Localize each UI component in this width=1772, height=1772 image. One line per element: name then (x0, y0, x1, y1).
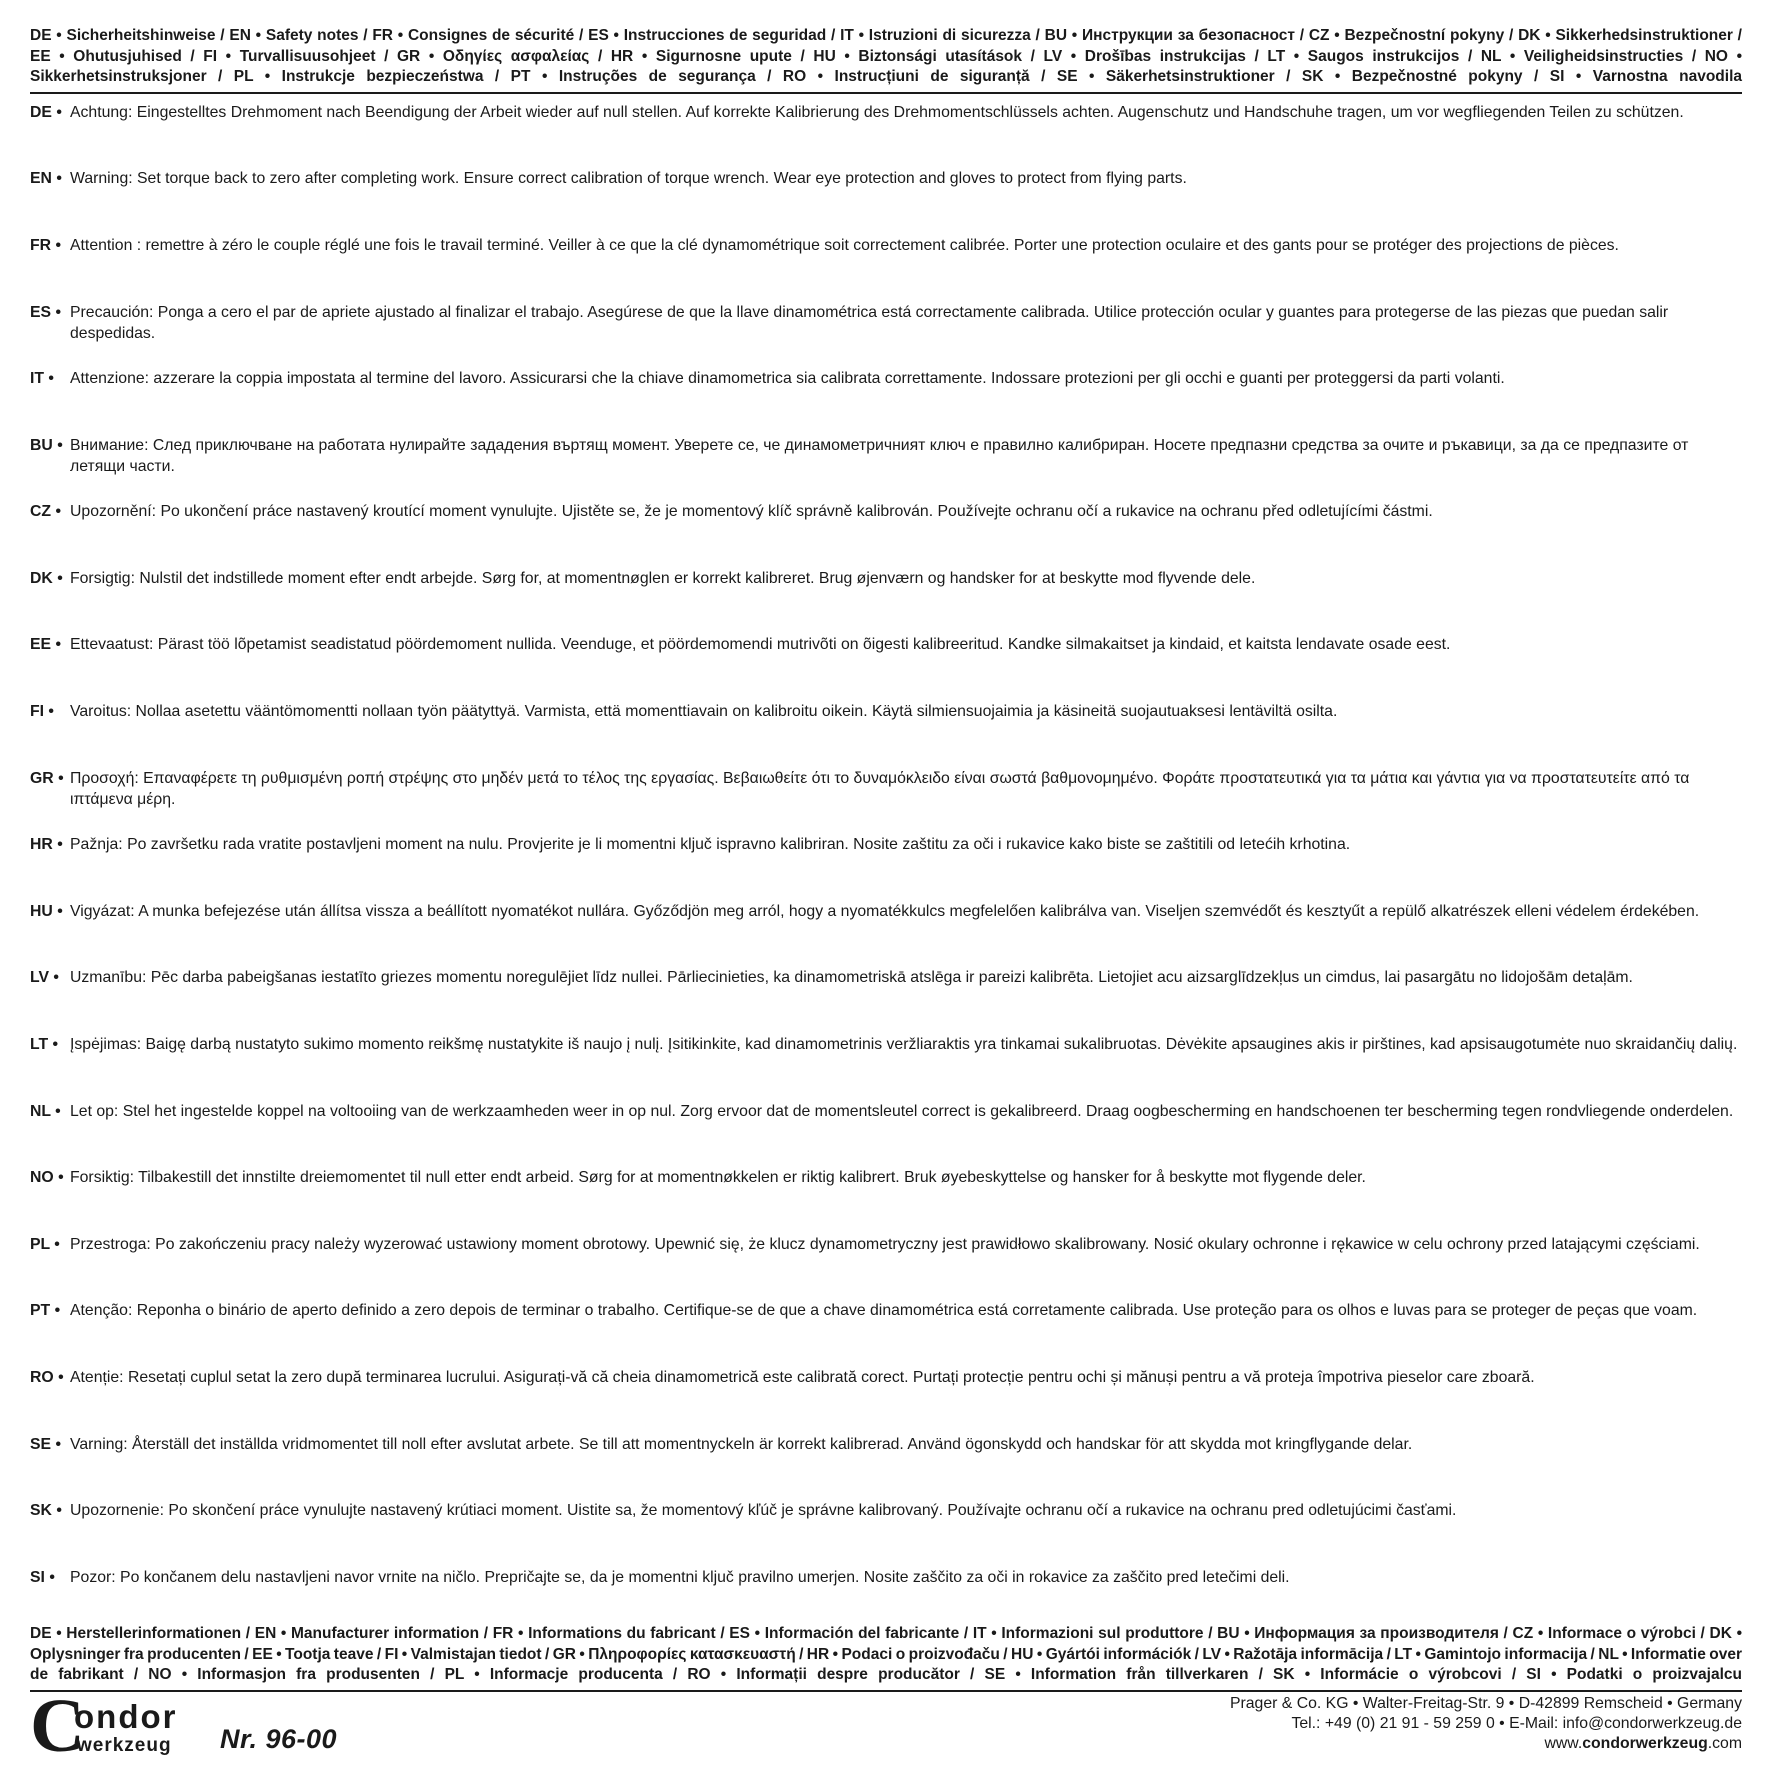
note-nl (30, 1102, 1742, 1123)
website-line (1230, 1734, 1742, 1754)
note-lv (30, 968, 1742, 989)
note-text: Uzmanību: Pēc darba pabeigšanas iestatīto griezes momentu noregulējiet līdz nullei. Pārliecinieties, ka dinamometriskā atslēga ir pareizi kalibrēta. Lietojiet acu aizsarglīdzekļus un cimdus, lai pasargātu no lidojošām detaļām. (70, 969, 1633, 986)
note-bu (30, 436, 1742, 477)
language-code: IT • (30, 370, 54, 387)
language-code: BU • (30, 437, 63, 454)
manufacturer-info-heading: DE • Herstellerinformationen / EN • Manufacturer information / FR • Informations du fabricant / ES • Información del fabricante / IT • Informazioni sul produttore / BU • Информация за производителя / CZ • Informace o výrobci / DK • Oplysninger fra producenten / EE • Tootja teave / FI • Valmistajan tiedot / GR • Πληροφορίες κατασκευαστή / HR • Podaci o proizvođaču / HU • Gyártói információk / LV • Ražotāja informācija / LT • Gamintojo informacija / NL • Informatie over de fabrikant / NO • Informasjon fra produsenten / PL • Informacje producenta / RO • Informații despre producător / SE • Information från tillverkaren / SK • Informácie o výrobcovi / SI • Podatki o proizvajalcu (30, 1624, 1742, 1692)
note-text: Let op: Stel het ingestelde koppel na voltooiing van de werkzaamheden weer in op nul. Zorg ervoor dat de momentsleutel correct is gekalibreerd. Draag oogbescherming en handschoenen ter bescherming tegen rondvliegende onderdelen. (70, 1103, 1734, 1120)
note-text: Forsigtig: Nulstil det indstillede moment efter endt arbejde. Sørg for, at momentnøglen er korrekt kalibreret. Brug øjenværn og handsker for at beskytte mod flyvende dele. (70, 570, 1256, 587)
note-text: Varoitus: Nollaa asetettu vääntömomentti nollaan työn päätyttyä. Varmista, että momenttiavain on kalibroitu oikein. Käytä silmiensuojaimia ja käsineitä suojautuaksesi lentäviltä osilta. (70, 703, 1338, 720)
website-suffix: .com (1707, 1735, 1742, 1752)
note-no (30, 1168, 1742, 1189)
model-number: Nr. 96-00 (220, 1724, 338, 1754)
address-line: Prager & Co. KG • Walter-Freitag-Str. 9 • D-42899 Remscheid • Germany (1229, 1695, 1742, 1712)
language-code: EN • (30, 170, 62, 187)
note-pl (30, 1235, 1742, 1256)
note-text: Varning: Återställ det inställda vridmomentet till noll efter avslutat arbete. Se till att momentnyckeln är korrekt kalibrerad. Använd ögonskydd och handskar för att skydda mot kringflygande delar. (70, 1436, 1413, 1453)
language-code: ES • (30, 304, 61, 321)
note-text: Attenzione: azzerare la coppia impostata al termine del lavoro. Assicurarsi che la chiave dinamometrica sia calibrata correttamente. Indossare protezioni per gli occhi e guanti per proteggersi da parti volanti. (70, 370, 1505, 387)
language-code: NL • (30, 1103, 61, 1120)
logo-letter-c: C (30, 1684, 85, 1768)
language-code: DE • (30, 104, 62, 121)
language-code: SI • (30, 1569, 55, 1586)
language-code: RO • (30, 1369, 64, 1386)
language-code: SK • (30, 1502, 62, 1519)
language-code: DK • (30, 570, 63, 587)
language-code: NO • (30, 1169, 64, 1186)
note-text: Pažnja: Po završetku rada vratite postavljeni moment na nulu. Provjerite je li momentni ključ ispravno kalibriran. Nosite zaštitu za oči i rukavice kako biste se zaštitili od letećih krhotina. (70, 836, 1351, 853)
language-code: LT • (30, 1036, 59, 1053)
note-ee (30, 635, 1742, 656)
note-it (30, 369, 1742, 390)
note-si (30, 1568, 1742, 1589)
note-hr (30, 835, 1742, 856)
note-sk (30, 1501, 1742, 1522)
language-code: HU • (30, 903, 63, 920)
note-lt (30, 1035, 1742, 1056)
note-text: Внимание: След приключване на работата нулирайте зададения въртящ момент. Уверете се, че динамометричният ключ е правилно калибриран. Носете предпазни средства за очите и ръкавици, за да се предпазите от летящи части. (70, 437, 1689, 475)
language-code: EE • (30, 636, 61, 653)
language-code: PT • (30, 1302, 61, 1319)
language-code: GR • (30, 770, 64, 787)
note-text: Προσοχή: Επαναφέρετε τη ρυθμισμένη ροπή στρέψης στο μηδέν μετά το τέλος της εργασίας. Βεβαιωθείτε ότι το δυναμόκλειδο είναι σωστά βαθμονομημένο. Φοράτε προστατευτικά για τα μάτια και γάντια για να προστατευτείτε από τα ιπτάμενα μέρη. (70, 770, 1690, 808)
note-text: Attention : remettre à zéro le couple réglé une fois le travail terminé. Veiller à ce que la clé dynamométrique soit correctement calibrée. Porter une protection oculaire et des gants pour se protéger des projections de pièces. (70, 237, 1619, 254)
contact-block (1230, 1694, 1742, 1754)
language-code: SE • (30, 1436, 61, 1453)
note-es (30, 303, 1742, 344)
note-text: Atenție: Resetați cuplul setat la zero după terminarea lucrului. Asigurați-vă că cheia dinamometrică este calibrată corect. Purtați protecție pentru ochi și mănuși pentru a vă proteja împotriva pieselor care zboară. (70, 1369, 1535, 1386)
note-text: Pozor: Po končanem delu nastavljeni navor vrnite na ničlo. Prepričajte se, da je momentni ključ pravilno umerjen. Nosite zaščito za oči in rokavice za zaščito pred letečimi deli. (70, 1569, 1290, 1586)
safety-notes-heading: DE • Sicherheitshinweise / EN • Safety notes / FR • Consignes de sécurité / ES • Instrucciones de seguridad / IT • Istruzioni di sicurezza / BU • Инструкции за безопасност / CZ • Bezpečnostní pokyny / DK • Sikkerhedsinstruktioner / EE • Ohutusjuhised / FI • Turvallisuusohjeet / GR • Οδηγίες ασφαλείας / HR • Sigurnosne upute / HU • Biztonsági utasítások / LV • Drošības instrukcijas / LT • Saugos instrukcijos / NL • Veiligheidsinstructies / NO • Sikkerhetsinstruksjoner / PL • Instrukcje bezpieczeństwa / PT • Instruções de segurança / RO • Instrucțiuni de siguranță / SE • Säkerhetsinstruktioner / SK • Bezpečnostné pokyny / SI • Varnostna navodila (30, 26, 1742, 94)
note-text: Vigyázat: A munka befejezése után állítsa vissza a beállított nyomatékot nullára. Győződjön meg arról, hogy a nyomatékkulcs megfelelően kalibrálva van. Viseljen szemvédőt és kesztyűt a repülő alkatrészek elleni védelem érdekében. (70, 903, 1700, 920)
language-code: FI • (30, 703, 54, 720)
note-text: Achtung: Eingestelltes Drehmoment nach Beendigung der Arbeit wieder auf null stellen. Auf korrekte Kalibrierung des Drehmomentschlüssels achten. Augenschutz und Handschuhe tragen, um vor wegfliegenden Teilen zu schützen. (70, 104, 1684, 121)
language-code: LV • (30, 969, 59, 986)
note-gr (30, 769, 1742, 810)
note-cz (30, 502, 1742, 523)
note-hu (30, 902, 1742, 923)
note-pt (30, 1301, 1742, 1322)
note-fi (30, 702, 1742, 723)
note-de (30, 103, 1742, 124)
note-text: Forsiktig: Tilbakestill det innstilte dreiemomentet til null etter endt arbeid. Sørg for at momentnøkkelen er riktig kalibrert. Bruk øyebeskyttelse og hansker for å beskytte mot flygende deler. (70, 1169, 1366, 1186)
contact-line: Tel.: +49 (0) 21 91 - 59 259 0 • E-Mail: info@condorwerkzeug.de (1291, 1715, 1742, 1732)
footer (30, 1684, 1742, 1768)
note-en (30, 169, 1742, 190)
note-text: Precaución: Ponga a cero el par de apriete ajustado al finalizar el trabajo. Asegúrese de que la llave dinamométrica está correctamente calibrada. Utilice protección ocular y guantes para protegerse de las piezas que puedan salir despedidas. (70, 304, 1669, 342)
note-text: Upozornenie: Po skončení práce vynulujte nastavený krútiaci moment. Uistite sa, že momentový kľúč je správne kalibrovaný. Používajte ochranu očí a rukavice na ochranu pred odletujúcimi časťami. (70, 1502, 1457, 1519)
language-code: FR • (30, 237, 61, 254)
note-text: Ettevaatust: Pärast töö lõpetamist seadistatud pöördemoment nullida. Veenduge, et pöördemomendi mutrivõti on õigesti kalibreeritud. Kandke silmakaitset ja kindaid, et kaitsta lendavate osade eest. (70, 636, 1451, 653)
note-fr (30, 236, 1742, 257)
website-name: condorwerkzeug (1582, 1735, 1708, 1752)
logo-wordmark: ondor (74, 1698, 178, 1735)
note-se (30, 1435, 1742, 1456)
language-code: HR • (30, 836, 63, 853)
note-dk (30, 569, 1742, 590)
language-code: CZ • (30, 503, 61, 520)
note-text: Įspėjimas: Baigę darbą nustatyto sukimo momento reikšmę nustatykite iš naujo į nulį. Įsitikinkite, kad dinamometrinis veržliaraktis yra tinkamai sukalibruotas. Dėvėkite apsaugines akis ir pirštines, kad apsisaugotumėte nuo skraidančių dalių. (70, 1036, 1738, 1053)
note-text: Warning: Set torque back to zero after completing work. Ensure correct calibration of torque wrench. Wear eye protection and gloves to protect from flying parts. (70, 170, 1187, 187)
logo-subline: werkzeug (77, 1735, 172, 1756)
note-text: Atenção: Reponha o binário de aperto definido a zero depois de terminar o trabalho. Certifique-se de que a chave dinamométrica está corretamente calibrada. Use proteção para os olhos e luvas para se proteger de peças que voam. (70, 1302, 1698, 1319)
safety-sheet (30, 26, 1742, 1586)
language-code: PL • (30, 1236, 60, 1253)
note-text: Przestroga: Po zakończeniu pracy należy wyzerować ustawiony moment obrotowy. Upewnić się, że klucz dynamometryczny jest prawidłowo skalibrowany. Nosić okulary ochronne i rękawice w celu ochrony przed latającymi częściami. (70, 1236, 1700, 1253)
note-ro (30, 1368, 1742, 1389)
website-prefix: www. (1544, 1735, 1583, 1752)
note-text: Upozornění: Po ukončení práce nastavený kroutící moment vynulujte. Ujistěte se, že je momentový klíč správně kalibrován. Používejte ochranu očí a rukavice na ochranu před odletujícími částmi. (70, 503, 1433, 520)
condor-logo (30, 1684, 230, 1768)
